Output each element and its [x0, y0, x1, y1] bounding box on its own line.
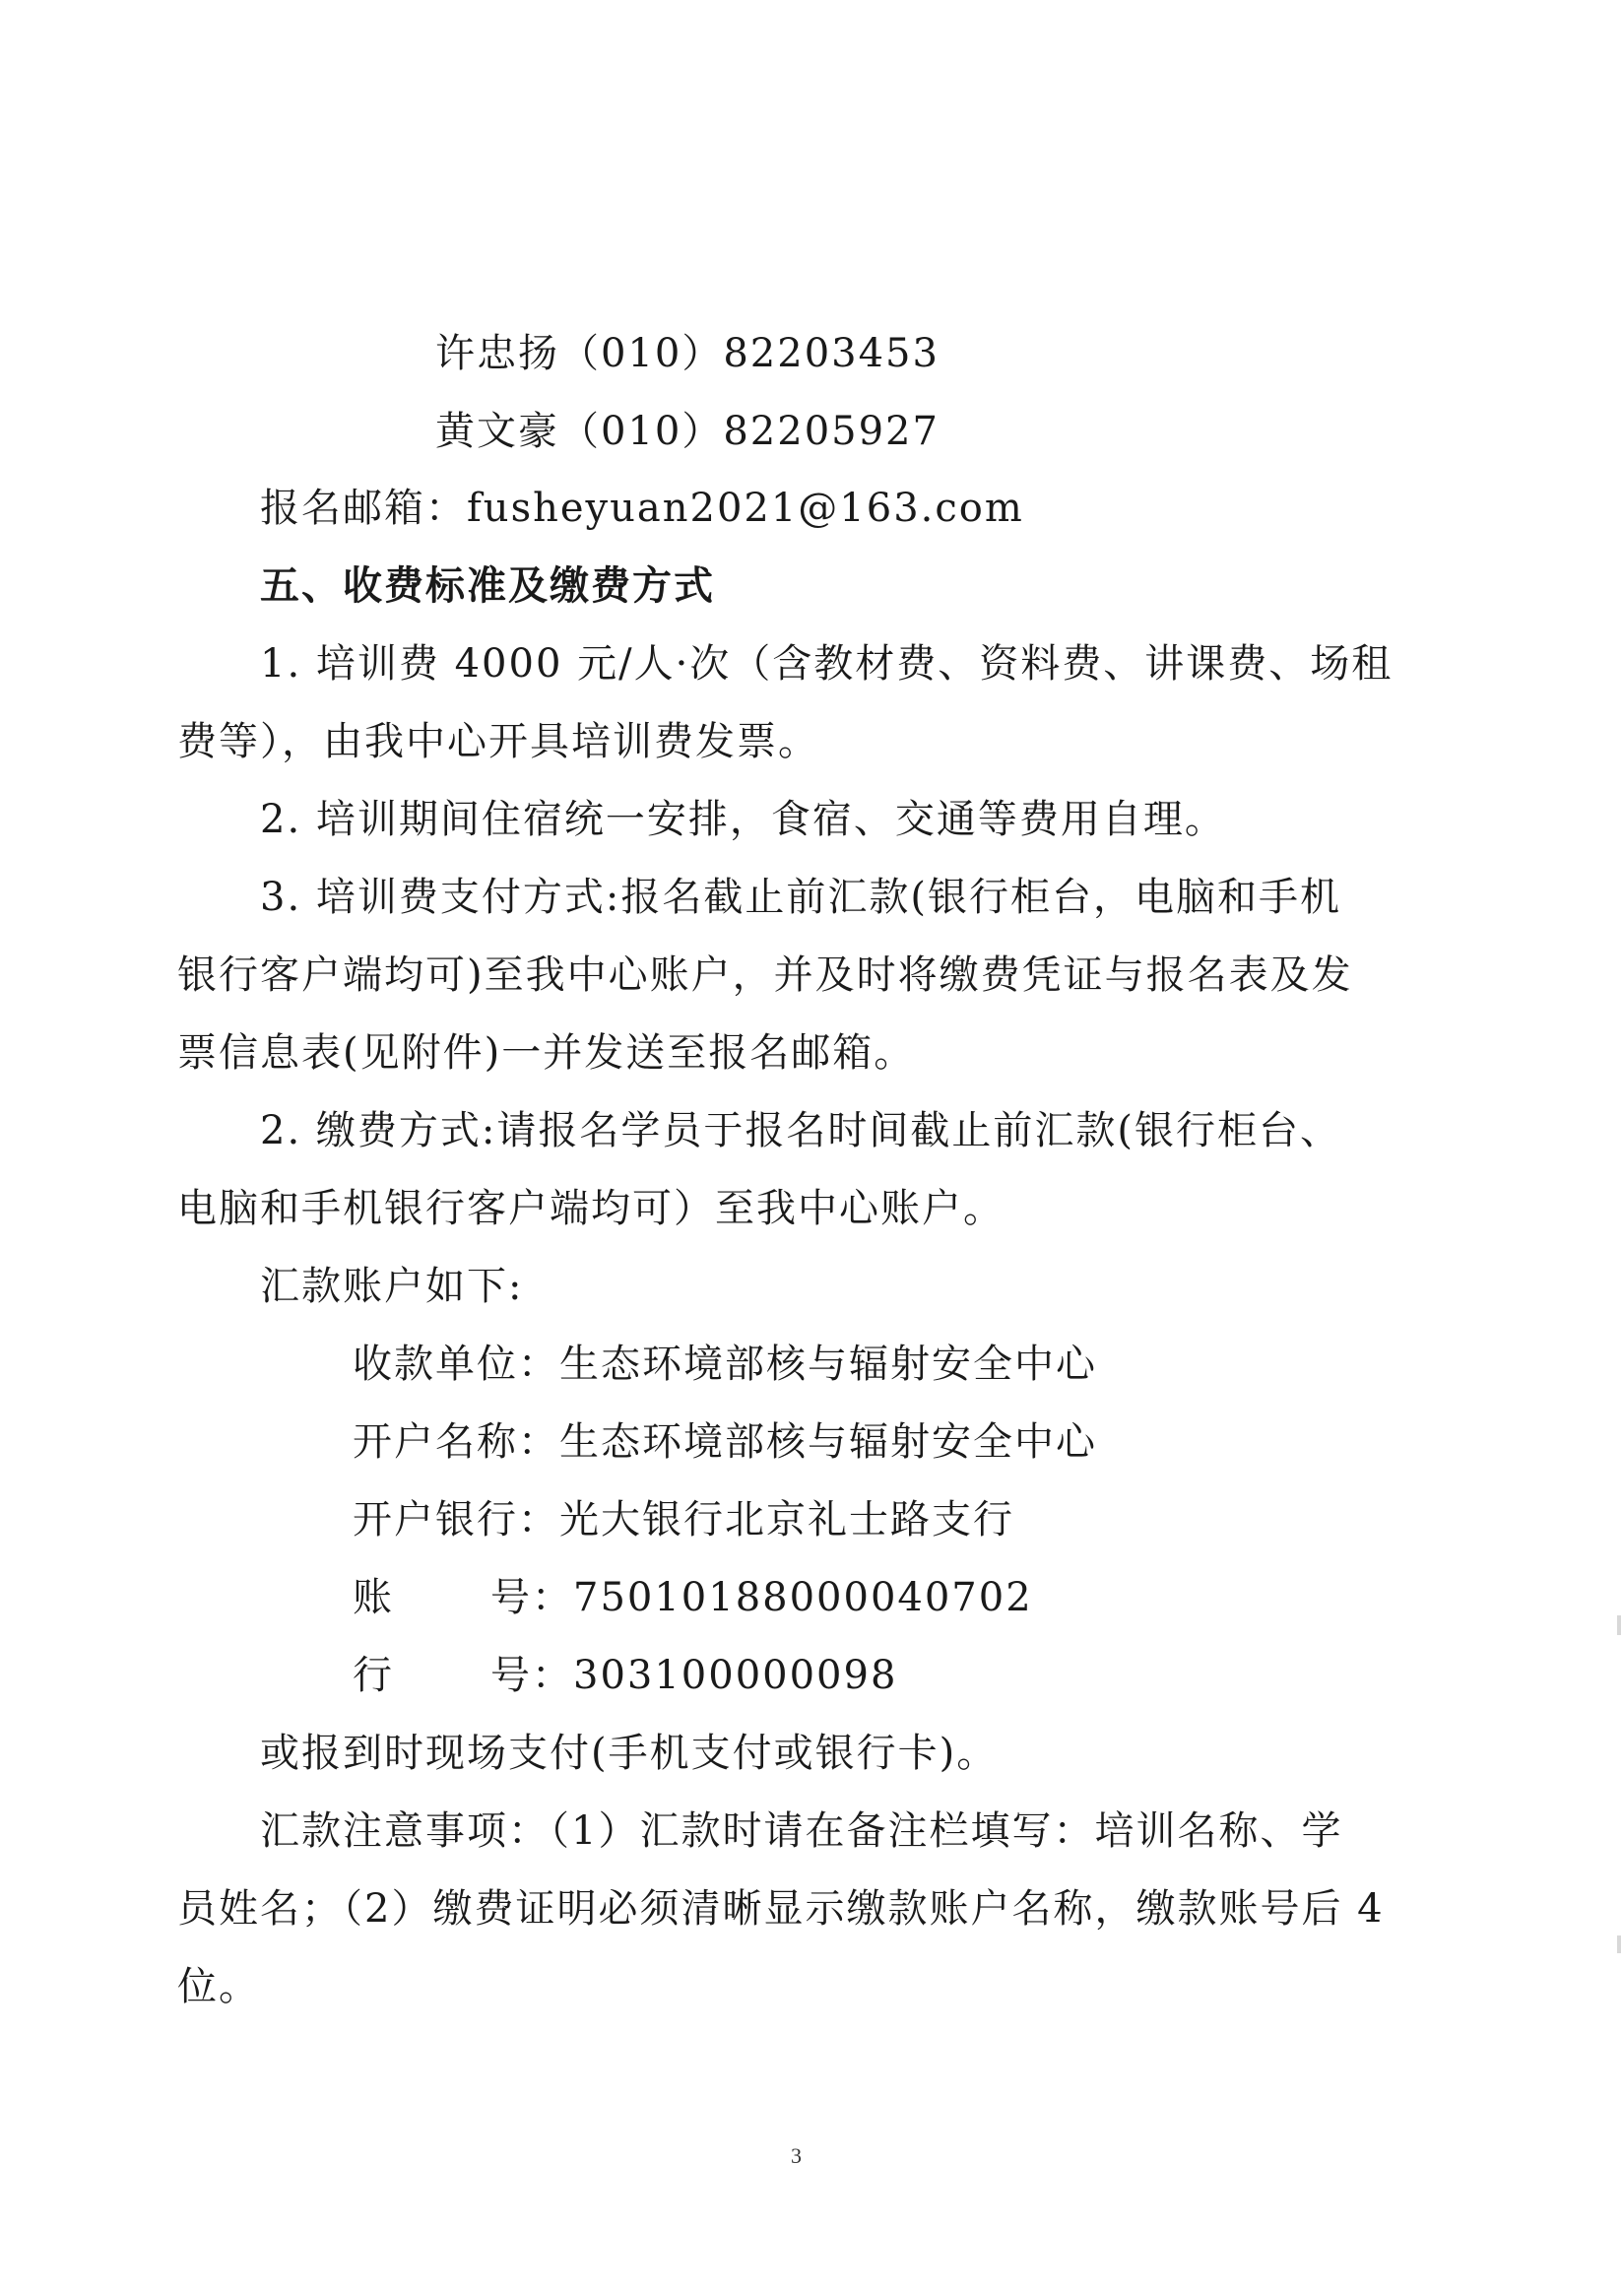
account-payee-label: 收款单位： — [353, 1342, 559, 1387]
account-payee — [353, 1342, 1097, 1387]
item1-line2: 费等），由我中心开具培训费发票。 — [177, 719, 819, 764]
account-name-label: 开户名称： — [353, 1419, 559, 1465]
item3-line1: 3. 培训费支付方式:报名截止前汇款(银行柜台，电脑和手机 — [260, 875, 1341, 920]
item4-line2: 电脑和手机银行客户端均可）至我中心账户。 — [177, 1186, 1005, 1231]
page-number: 3 — [791, 2143, 802, 2168]
account-bank-label: 开户银行： — [353, 1497, 559, 1542]
account-number — [353, 1575, 1033, 1620]
scan-edge-mark — [1617, 1935, 1621, 1953]
item1-line1: 1. 培训费 4000 元/人·次（含教材费、资料费、讲课费、场租 — [260, 641, 1394, 687]
account-payee-value: 生态环境部核与辐射安全中心 — [559, 1342, 1097, 1387]
contact-line-1: 许忠扬（010）82203453 — [435, 331, 940, 376]
notice-line3: 位。 — [177, 1964, 260, 2009]
account-number-value: 75010188000040702 — [573, 1575, 1033, 1620]
item3-line3: 票信息表(见附件)一并发送至报名邮箱。 — [177, 1030, 916, 1076]
email-line: 报名邮箱：fusheyuan2021@163.com — [260, 486, 1024, 531]
item4-line1: 2. 缴费方式:请报名学员于报名时间截止前汇款(银行柜台、 — [260, 1108, 1341, 1153]
account-intro: 汇款账户如下: — [260, 1264, 524, 1309]
account-number-label-b: 号： — [490, 1575, 573, 1620]
item2-line1: 2. 培训期间住宿统一安排，食宿、交通等费用自理。 — [260, 797, 1226, 842]
account-bank-value: 光大银行北京礼士路支行 — [559, 1497, 1014, 1542]
account-bank-code — [353, 1653, 898, 1698]
account-name-value: 生态环境部核与辐射安全中心 — [559, 1419, 1097, 1465]
item3-line2: 银行客户端均可)至我中心账户，并及时将缴费凭证与报名表及发 — [177, 952, 1353, 998]
account-code-value: 303100000098 — [573, 1653, 898, 1698]
scan-edge-mark — [1617, 1615, 1621, 1635]
account-code-label-b: 号： — [490, 1653, 573, 1698]
account-bank — [353, 1497, 1014, 1542]
account-code-label-a: 行 — [353, 1653, 394, 1698]
onsite-payment: 或报到时现场支付(手机支付或银行卡)。 — [260, 1731, 999, 1776]
section-heading: 五、收费标准及缴费方式 — [260, 563, 715, 609]
notice-line2: 员姓名；（2）缴费证明必须清晰显示缴款账户名称，缴款账号后 4 — [177, 1886, 1385, 1932]
contact-line-2: 黄文豪（010）82205927 — [435, 409, 940, 454]
account-number-label-a: 账 — [353, 1575, 394, 1620]
account-name — [353, 1419, 1097, 1465]
notice-line1: 汇款注意事项：（1）汇款时请在备注栏填写：培训名称、学 — [260, 1808, 1343, 1854]
